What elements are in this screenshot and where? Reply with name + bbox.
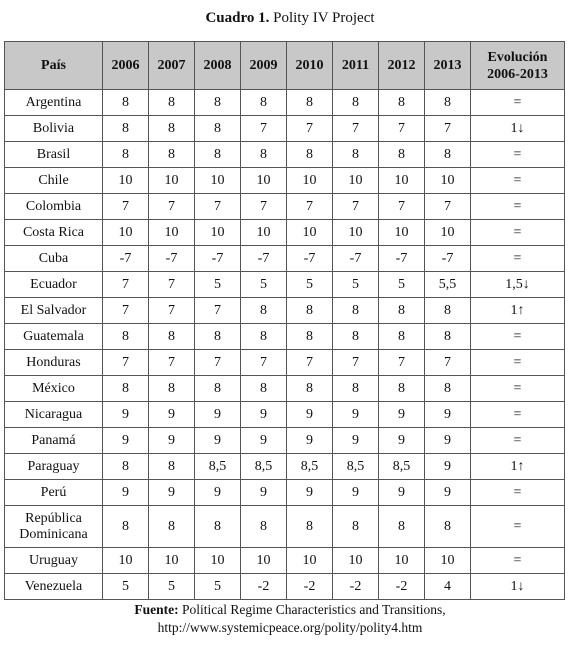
table-row bbox=[5, 272, 565, 298]
cell-value: 10 bbox=[287, 548, 333, 574]
cell-value: 8 bbox=[149, 116, 195, 142]
table-row bbox=[5, 480, 565, 506]
cell-value: 10 bbox=[103, 168, 149, 194]
cell-value: 7 bbox=[103, 272, 149, 298]
cell-value: 10 bbox=[425, 548, 471, 574]
cell-value: -7 bbox=[195, 246, 241, 272]
cell-value: 7 bbox=[195, 194, 241, 220]
cell-value: 9 bbox=[425, 480, 471, 506]
cell-value: 10 bbox=[241, 548, 287, 574]
cell-value: 9 bbox=[241, 402, 287, 428]
table-row bbox=[5, 194, 565, 220]
cell-value: 9 bbox=[287, 480, 333, 506]
cell-pais: Costa Rica bbox=[5, 220, 103, 246]
table-caption bbox=[0, 10, 580, 27]
cell-pais: Bolivia bbox=[5, 116, 103, 142]
cell-value: 5 bbox=[149, 574, 195, 600]
cell-value: 10 bbox=[287, 220, 333, 246]
cell-value: 10 bbox=[195, 220, 241, 246]
cell-value: 9 bbox=[379, 428, 425, 454]
cell-value: 7 bbox=[149, 272, 195, 298]
cell-value: 8 bbox=[379, 90, 425, 116]
cell-value: 8,5 bbox=[195, 454, 241, 480]
cell-pais: Brasil bbox=[5, 142, 103, 168]
table-row bbox=[5, 506, 565, 548]
cell-value: 10 bbox=[149, 220, 195, 246]
cell-value: -7 bbox=[333, 246, 379, 272]
cell-value: 7 bbox=[241, 116, 287, 142]
cell-pais: Panamá bbox=[5, 428, 103, 454]
cell-value: 9 bbox=[195, 428, 241, 454]
caption-text: Polity IV Project bbox=[273, 10, 375, 26]
cell-value: 8 bbox=[195, 506, 241, 548]
table-row bbox=[5, 324, 565, 350]
cell-value: 8 bbox=[149, 376, 195, 402]
cell-value: 7 bbox=[287, 350, 333, 376]
cell-value: 10 bbox=[379, 220, 425, 246]
cell-value: 9 bbox=[149, 480, 195, 506]
cell-value: 8 bbox=[241, 142, 287, 168]
cell-pais: Uruguay bbox=[5, 548, 103, 574]
cell-value: 7 bbox=[333, 116, 379, 142]
cell-value: 4 bbox=[425, 574, 471, 600]
cell-value: 8 bbox=[103, 324, 149, 350]
cell-value: 7 bbox=[333, 194, 379, 220]
cell-value: 7 bbox=[103, 298, 149, 324]
cell-value: 10 bbox=[149, 168, 195, 194]
cell-value: 8 bbox=[103, 90, 149, 116]
header-year: 2007 bbox=[149, 42, 195, 90]
cell-value: 9 bbox=[195, 402, 241, 428]
cell-value: 8 bbox=[195, 324, 241, 350]
cell-value: -2 bbox=[333, 574, 379, 600]
table-row bbox=[5, 142, 565, 168]
cell-value: -7 bbox=[103, 246, 149, 272]
cell-value: 8 bbox=[195, 116, 241, 142]
cell-value: 7 bbox=[379, 350, 425, 376]
source-note bbox=[0, 601, 580, 637]
cell-evolucion: = bbox=[471, 168, 565, 194]
cell-value: 9 bbox=[333, 402, 379, 428]
cell-evolucion: = bbox=[471, 194, 565, 220]
cell-value: 9 bbox=[287, 402, 333, 428]
cell-pais: Perú bbox=[5, 480, 103, 506]
cell-value: 8 bbox=[425, 90, 471, 116]
cell-value: 9 bbox=[149, 402, 195, 428]
table-row bbox=[5, 116, 565, 142]
cell-evolucion: = bbox=[471, 142, 565, 168]
cell-value: 8 bbox=[379, 376, 425, 402]
cell-value: 7 bbox=[379, 194, 425, 220]
cell-value: 8,5 bbox=[333, 454, 379, 480]
cell-evolucion: 1↓ bbox=[471, 574, 565, 600]
table-row bbox=[5, 548, 565, 574]
cell-value: 8 bbox=[241, 506, 287, 548]
cell-value: 8 bbox=[425, 506, 471, 548]
cell-value: 7 bbox=[425, 116, 471, 142]
table-row bbox=[5, 428, 565, 454]
cell-value: 5,5 bbox=[425, 272, 471, 298]
cell-value: 8 bbox=[425, 324, 471, 350]
cell-value: 8 bbox=[333, 506, 379, 548]
header-year: 2009 bbox=[241, 42, 287, 90]
cell-value: 8 bbox=[195, 376, 241, 402]
cell-value: 8 bbox=[379, 324, 425, 350]
cell-pais: Ecuador bbox=[5, 272, 103, 298]
cell-evolucion: 1↓ bbox=[471, 116, 565, 142]
cell-evolucion: = bbox=[471, 350, 565, 376]
cell-value: 8 bbox=[379, 298, 425, 324]
header-year: 2012 bbox=[379, 42, 425, 90]
cell-value: -2 bbox=[287, 574, 333, 600]
cell-value: 8 bbox=[379, 142, 425, 168]
source-url: http://www.systemicpeace.org/polity/polity4.htm bbox=[157, 620, 423, 635]
cell-value: 8 bbox=[333, 142, 379, 168]
cell-value: 8 bbox=[195, 90, 241, 116]
cell-value: 9 bbox=[425, 402, 471, 428]
cell-value: 10 bbox=[379, 548, 425, 574]
cell-value: -7 bbox=[241, 246, 287, 272]
cell-value: 8 bbox=[149, 142, 195, 168]
cell-value: 7 bbox=[241, 194, 287, 220]
cell-pais: Paraguay bbox=[5, 454, 103, 480]
cell-value: 8 bbox=[103, 454, 149, 480]
cell-value: 8 bbox=[425, 376, 471, 402]
cell-pais: Cuba bbox=[5, 246, 103, 272]
cell-value: 10 bbox=[241, 220, 287, 246]
cell-value: 8 bbox=[287, 324, 333, 350]
cell-pais: Honduras bbox=[5, 350, 103, 376]
table-row bbox=[5, 454, 565, 480]
cell-value: 8 bbox=[287, 298, 333, 324]
cell-value: 9 bbox=[333, 428, 379, 454]
cell-value: 10 bbox=[195, 548, 241, 574]
cell-value: 10 bbox=[103, 548, 149, 574]
header-year: 2006 bbox=[103, 42, 149, 90]
cell-value: 7 bbox=[149, 350, 195, 376]
table-row bbox=[5, 376, 565, 402]
table-row bbox=[5, 350, 565, 376]
header-year: 2011 bbox=[333, 42, 379, 90]
cell-evolucion: = bbox=[471, 506, 565, 548]
cell-value: 5 bbox=[287, 272, 333, 298]
cell-value: 7 bbox=[333, 350, 379, 376]
cell-value: 8 bbox=[149, 90, 195, 116]
cell-evolucion: = bbox=[471, 246, 565, 272]
cell-evolucion: = bbox=[471, 324, 565, 350]
cell-value: 8 bbox=[333, 376, 379, 402]
cell-value: 10 bbox=[425, 220, 471, 246]
cell-value: 8 bbox=[103, 116, 149, 142]
cell-pais: Nicaragua bbox=[5, 402, 103, 428]
cell-value: 9 bbox=[195, 480, 241, 506]
cell-value: 5 bbox=[195, 272, 241, 298]
cell-value: 7 bbox=[425, 350, 471, 376]
cell-pais: México bbox=[5, 376, 103, 402]
cell-value: 9 bbox=[103, 402, 149, 428]
cell-value: 10 bbox=[287, 168, 333, 194]
cell-value: -2 bbox=[241, 574, 287, 600]
cell-value: 8 bbox=[149, 506, 195, 548]
cell-value: 8 bbox=[103, 506, 149, 548]
cell-value: 10 bbox=[425, 168, 471, 194]
cell-value: 8 bbox=[195, 142, 241, 168]
cell-pais: Guatemala bbox=[5, 324, 103, 350]
cell-value: 9 bbox=[149, 428, 195, 454]
cell-value: 9 bbox=[333, 480, 379, 506]
cell-value: 5 bbox=[195, 574, 241, 600]
cell-pais: Chile bbox=[5, 168, 103, 194]
header-row bbox=[5, 42, 565, 90]
cell-value: 8,5 bbox=[287, 454, 333, 480]
cell-value: 7 bbox=[425, 194, 471, 220]
cell-pais: Argentina bbox=[5, 90, 103, 116]
cell-value: 8 bbox=[333, 324, 379, 350]
cell-pais: Venezuela bbox=[5, 574, 103, 600]
table-row bbox=[5, 402, 565, 428]
cell-evolucion: = bbox=[471, 402, 565, 428]
cell-evolucion: = bbox=[471, 90, 565, 116]
cell-value: -7 bbox=[149, 246, 195, 272]
cell-value: 8 bbox=[333, 90, 379, 116]
table-row bbox=[5, 168, 565, 194]
cell-value: 8,5 bbox=[379, 454, 425, 480]
cell-value: 9 bbox=[379, 402, 425, 428]
table-row bbox=[5, 246, 565, 272]
cell-value: 7 bbox=[379, 116, 425, 142]
cell-value: 7 bbox=[103, 194, 149, 220]
header-year: 2013 bbox=[425, 42, 471, 90]
cell-value: 7 bbox=[195, 350, 241, 376]
cell-value: 10 bbox=[333, 168, 379, 194]
cell-value: 5 bbox=[379, 272, 425, 298]
caption-label: Cuadro 1. bbox=[205, 10, 270, 26]
header-year: 2008 bbox=[195, 42, 241, 90]
cell-value: 7 bbox=[287, 194, 333, 220]
table-row bbox=[5, 90, 565, 116]
cell-pais: El Salvador bbox=[5, 298, 103, 324]
header-year: 2010 bbox=[287, 42, 333, 90]
cell-value: 8 bbox=[333, 298, 379, 324]
cell-value: 5 bbox=[333, 272, 379, 298]
header-evolucion: Evolución 2006-2013 bbox=[471, 42, 565, 90]
cell-value: 8 bbox=[425, 142, 471, 168]
cell-value: 9 bbox=[425, 428, 471, 454]
cell-value: 8 bbox=[103, 376, 149, 402]
cell-value: 9 bbox=[241, 480, 287, 506]
cell-value: 8,5 bbox=[241, 454, 287, 480]
cell-value: 8 bbox=[103, 142, 149, 168]
cell-value: 9 bbox=[425, 454, 471, 480]
cell-value: 10 bbox=[103, 220, 149, 246]
cell-value: 7 bbox=[195, 298, 241, 324]
cell-evolucion: 1↑ bbox=[471, 454, 565, 480]
cell-evolucion: = bbox=[471, 428, 565, 454]
cell-value: -7 bbox=[379, 246, 425, 272]
cell-value: 7 bbox=[287, 116, 333, 142]
cell-value: 10 bbox=[195, 168, 241, 194]
cell-evolucion: = bbox=[471, 548, 565, 574]
cell-value: 8 bbox=[287, 142, 333, 168]
cell-value: 8 bbox=[241, 376, 287, 402]
cell-value: -7 bbox=[287, 246, 333, 272]
cell-value: 9 bbox=[379, 480, 425, 506]
cell-evolucion: = bbox=[471, 480, 565, 506]
cell-value: 10 bbox=[333, 220, 379, 246]
cell-value: 10 bbox=[241, 168, 287, 194]
polity-table bbox=[4, 41, 565, 600]
table-body bbox=[5, 90, 565, 600]
cell-value: 7 bbox=[103, 350, 149, 376]
cell-value: 7 bbox=[241, 350, 287, 376]
header-pais: País bbox=[5, 42, 103, 90]
cell-value: 5 bbox=[103, 574, 149, 600]
cell-value: 5 bbox=[241, 272, 287, 298]
cell-value: 9 bbox=[103, 428, 149, 454]
cell-value: 10 bbox=[149, 548, 195, 574]
cell-pais: Colombia bbox=[5, 194, 103, 220]
cell-value: 9 bbox=[287, 428, 333, 454]
cell-value: 8 bbox=[241, 90, 287, 116]
cell-value: 10 bbox=[379, 168, 425, 194]
cell-value: 8 bbox=[287, 506, 333, 548]
cell-value: 9 bbox=[241, 428, 287, 454]
cell-value: 8 bbox=[149, 454, 195, 480]
cell-evolucion: = bbox=[471, 220, 565, 246]
cell-value: 8 bbox=[425, 298, 471, 324]
cell-value: -2 bbox=[379, 574, 425, 600]
cell-value: 7 bbox=[149, 194, 195, 220]
table-row bbox=[5, 574, 565, 600]
table-row bbox=[5, 220, 565, 246]
cell-evolucion: 1,5↓ bbox=[471, 272, 565, 298]
cell-evolucion: 1↑ bbox=[471, 298, 565, 324]
cell-value: 7 bbox=[149, 298, 195, 324]
table-row bbox=[5, 298, 565, 324]
cell-value: 8 bbox=[287, 376, 333, 402]
cell-value: 8 bbox=[241, 324, 287, 350]
source-label: Fuente: bbox=[134, 602, 179, 617]
cell-value: 8 bbox=[287, 90, 333, 116]
cell-value: 8 bbox=[379, 506, 425, 548]
cell-value: -7 bbox=[425, 246, 471, 272]
cell-pais: República Dominicana bbox=[5, 506, 103, 548]
cell-value: 9 bbox=[103, 480, 149, 506]
source-text: Political Regime Characteristics and Transitions, bbox=[182, 602, 446, 617]
cell-value: 10 bbox=[333, 548, 379, 574]
cell-evolucion: = bbox=[471, 376, 565, 402]
cell-value: 8 bbox=[241, 298, 287, 324]
cell-value: 8 bbox=[149, 324, 195, 350]
